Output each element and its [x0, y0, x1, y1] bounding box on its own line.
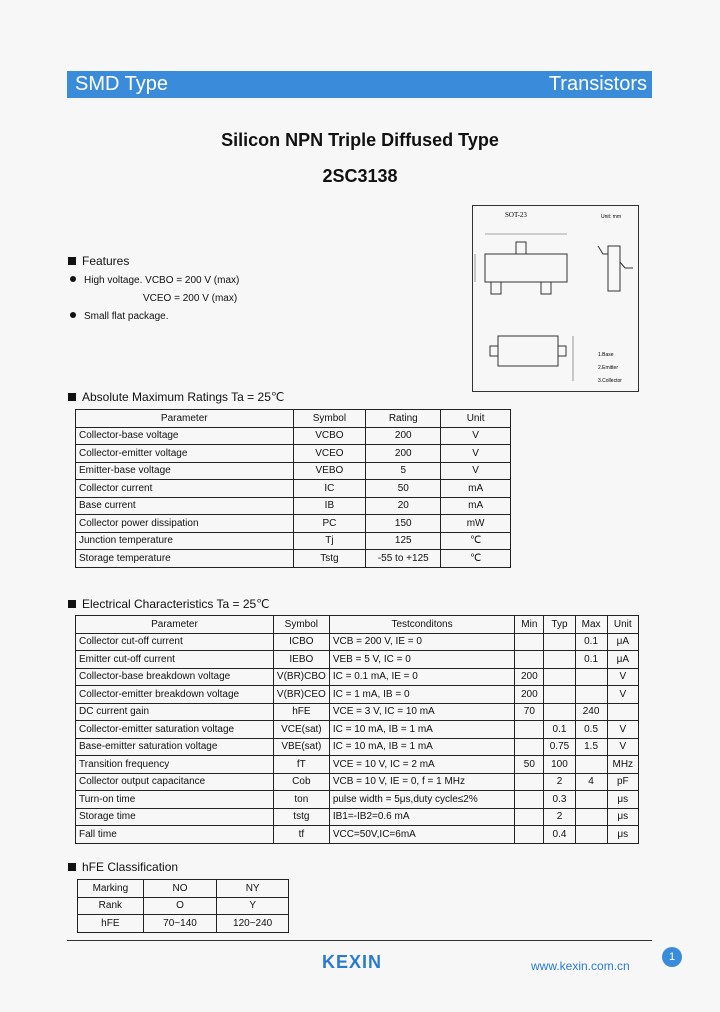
table-cell: V [607, 668, 638, 686]
table-cell: Y [217, 897, 289, 915]
table-cell: V [441, 462, 511, 480]
table-row [76, 532, 511, 550]
table-cell: Storage time [76, 808, 274, 826]
table-cell: 100 [544, 756, 575, 774]
table-cell: 0.3 [544, 791, 575, 809]
table-cell: -55 to +125 [366, 550, 441, 568]
table-cell [515, 651, 544, 669]
table-cell: Tj [293, 532, 366, 550]
table-cell: VCE(sat) [273, 721, 329, 739]
table-cell: 0.1 [575, 633, 607, 651]
table-cell: Collector output capacitance [76, 773, 274, 791]
kexin-logo: KEXIN [322, 952, 383, 972]
abs-heading: Absolute Maximum Ratings Ta = 25℃ [68, 390, 284, 404]
table-cell: 0.75 [544, 738, 575, 756]
table-cell: hFE [273, 703, 329, 721]
table-cell: V(BR)CBO [273, 668, 329, 686]
page-number: 1 [662, 947, 682, 967]
features-heading: Features [68, 254, 129, 268]
table-cell: IC [293, 480, 366, 498]
footer-url[interactable]: www.kexin.com.cn [531, 959, 630, 973]
table-row [76, 668, 639, 686]
table-cell [544, 703, 575, 721]
column-header: Min [515, 616, 544, 634]
table-cell: PC [293, 515, 366, 533]
table-cell: 200 [366, 427, 441, 445]
table-cell: Collector cut-off current [76, 633, 274, 651]
hfe-class-table [77, 879, 289, 933]
table-cell: NY [217, 880, 289, 898]
table-row [76, 651, 639, 669]
elec-char-table [75, 615, 639, 844]
table-cell: DC current gain [76, 703, 274, 721]
table-cell: Collector-base voltage [76, 427, 294, 445]
feature-item: High voltage. VCBO = 200 V (max) [70, 275, 239, 286]
table-cell: 120~240 [217, 915, 289, 933]
table-cell: mW [441, 515, 511, 533]
table-row [76, 738, 639, 756]
table-cell: V(BR)CEO [273, 686, 329, 704]
table-row [76, 445, 511, 463]
table-row [76, 773, 639, 791]
column-header: Unit [441, 410, 511, 428]
table-row [76, 756, 639, 774]
column-header: Rating [366, 410, 441, 428]
package-name: SOT-23 [505, 211, 527, 219]
table-cell: Collector-emitter breakdown voltage [76, 686, 274, 704]
table-cell: VCBO [293, 427, 366, 445]
bullet-dot-icon [70, 312, 76, 318]
table-cell: μs [607, 808, 638, 826]
table-cell: 240 [575, 703, 607, 721]
pin-label: 1.Base [598, 352, 614, 358]
table-header-row [76, 616, 639, 634]
table-cell: V [607, 721, 638, 739]
table-row [78, 897, 289, 915]
table-cell: Turn-on time [76, 791, 274, 809]
table-row [76, 721, 639, 739]
table-cell [515, 773, 544, 791]
table-cell [575, 686, 607, 704]
table-cell: VCE = 3 V, IC = 10 mA [329, 703, 514, 721]
column-header: Typ [544, 616, 575, 634]
table-cell: VCE = 10 V, IC = 2 mA [329, 756, 514, 774]
table-cell [575, 808, 607, 826]
footer-divider [67, 940, 652, 941]
table-cell: μA [607, 651, 638, 669]
table-row [76, 462, 511, 480]
table-row [76, 427, 511, 445]
package-outline-svg [473, 206, 638, 391]
table-cell: 0.1 [544, 721, 575, 739]
table-cell: 2 [544, 773, 575, 791]
table-cell: IB [293, 497, 366, 515]
table-cell [575, 668, 607, 686]
table-cell [544, 686, 575, 704]
table-cell: tf [273, 826, 329, 844]
table-row [76, 497, 511, 515]
header-right: Transistors [548, 73, 647, 95]
table-cell: Collector-emitter saturation voltage [76, 721, 274, 739]
column-header: Testconditons [329, 616, 514, 634]
table-cell [515, 633, 544, 651]
table-cell: Collector power dissipation [76, 515, 294, 533]
table-row [76, 515, 511, 533]
table-cell: 1.5 [575, 738, 607, 756]
header-banner [67, 71, 652, 98]
table-cell: 5 [366, 462, 441, 480]
table-cell: ICBO [273, 633, 329, 651]
table-cell: 50 [366, 480, 441, 498]
bullet-dot-icon [70, 276, 76, 282]
table-cell: 70~140 [143, 915, 217, 933]
bullet-square-icon [68, 257, 76, 265]
table-cell: fT [273, 756, 329, 774]
pin-label: 2.Emitter [598, 365, 619, 371]
table-cell: hFE [78, 915, 144, 933]
part-number: 2SC3138 [322, 166, 398, 186]
table-cell: Emitter-base voltage [76, 462, 294, 480]
table-cell: IB1=-IB2=0.6 mA [329, 808, 514, 826]
table-cell: ℃ [441, 550, 511, 568]
table-cell: VCB = 200 V, IE = 0 [329, 633, 514, 651]
table-row [76, 808, 639, 826]
table-cell [515, 791, 544, 809]
table-cell: 0.1 [575, 651, 607, 669]
table-cell: Transition frequency [76, 756, 274, 774]
pin-label: 3.Collector [598, 378, 622, 384]
table-cell: VEB = 5 V, IC = 0 [329, 651, 514, 669]
table-cell [515, 721, 544, 739]
table-cell: VCC=50V,IC=6mA [329, 826, 514, 844]
table-cell: MHz [607, 756, 638, 774]
table-cell: 200 [515, 686, 544, 704]
table-cell: Collector current [76, 480, 294, 498]
table-cell [544, 668, 575, 686]
table-cell: O [143, 897, 217, 915]
table-cell [515, 826, 544, 844]
header-left: SMD Type [75, 73, 168, 95]
table-cell [515, 738, 544, 756]
table-cell [575, 756, 607, 774]
column-header: Parameter [76, 616, 274, 634]
table-cell: 125 [366, 532, 441, 550]
table-cell: VCEO [293, 445, 366, 463]
table-cell: tstg [273, 808, 329, 826]
page-title: Silicon NPN Triple Diffused Type [221, 130, 499, 150]
table-cell: IC = 0.1 mA, IE = 0 [329, 668, 514, 686]
column-header: Symbol [273, 616, 329, 634]
table-row [76, 550, 511, 568]
table-cell: VEBO [293, 462, 366, 480]
table-cell: μs [607, 826, 638, 844]
table-cell: 150 [366, 515, 441, 533]
table-cell: V [441, 427, 511, 445]
table-cell: Emitter cut-off current [76, 651, 274, 669]
table-row [76, 633, 639, 651]
table-cell: 2 [544, 808, 575, 826]
table-cell: Rank [78, 897, 144, 915]
table-cell [575, 826, 607, 844]
bullet-square-icon [68, 600, 76, 608]
package-drawing [472, 205, 639, 392]
table-cell: 4 [575, 773, 607, 791]
table-cell: 70 [515, 703, 544, 721]
table-cell: 200 [515, 668, 544, 686]
table-cell: Base-emitter saturation voltage [76, 738, 274, 756]
table-cell: Tstg [293, 550, 366, 568]
table-cell: ℃ [441, 532, 511, 550]
table-cell: Cob [273, 773, 329, 791]
elec-heading: Electrical Characteristics Ta = 25℃ [68, 597, 270, 611]
table-cell [515, 808, 544, 826]
abs-ratings-table [75, 409, 511, 568]
column-header: Max [575, 616, 607, 634]
table-cell: 0.5 [575, 721, 607, 739]
table-cell: NO [143, 880, 217, 898]
table-cell: μA [607, 633, 638, 651]
table-cell: V [607, 738, 638, 756]
table-row [78, 880, 289, 898]
hfe-heading: hFE Classification [68, 860, 178, 874]
table-row [76, 703, 639, 721]
table-row [76, 826, 639, 844]
table-cell: 50 [515, 756, 544, 774]
bullet-square-icon [68, 393, 76, 401]
table-cell: μs [607, 791, 638, 809]
table-row [76, 480, 511, 498]
column-header: Unit [607, 616, 638, 634]
table-cell: IC = 10 mA, IB = 1 mA [329, 721, 514, 739]
table-cell: IC = 1 mA, IB = 0 [329, 686, 514, 704]
feature-item: VCEO = 200 V (max) [143, 293, 238, 304]
table-cell: V [441, 445, 511, 463]
table-cell: Storage temperature [76, 550, 294, 568]
table-cell: 0.4 [544, 826, 575, 844]
table-cell: mA [441, 497, 511, 515]
table-cell [544, 651, 575, 669]
table-cell: mA [441, 480, 511, 498]
table-cell: IEBO [273, 651, 329, 669]
package-unit: Unit: mm [601, 214, 621, 220]
bullet-square-icon [68, 863, 76, 871]
table-cell [575, 791, 607, 809]
table-cell: pF [607, 773, 638, 791]
table-cell: IC = 10 mA, IB = 1 mA [329, 738, 514, 756]
table-cell: Marking [78, 880, 144, 898]
table-cell: 200 [366, 445, 441, 463]
table-cell: V [607, 686, 638, 704]
table-cell: Collector-base breakdown voltage [76, 668, 274, 686]
table-cell [607, 703, 638, 721]
table-cell: Collector-emitter voltage [76, 445, 294, 463]
feature-item: Small flat package. [70, 311, 169, 322]
table-cell: pulse width = 5μs,duty cycle≤2% [329, 791, 514, 809]
table-header-row [76, 410, 511, 428]
column-header: Parameter [76, 410, 294, 428]
table-cell: Fall time [76, 826, 274, 844]
column-header: Symbol [293, 410, 366, 428]
table-cell: ton [273, 791, 329, 809]
table-cell: VBE(sat) [273, 738, 329, 756]
table-cell [544, 633, 575, 651]
table-row [76, 686, 639, 704]
table-cell: 20 [366, 497, 441, 515]
table-row [78, 915, 289, 933]
table-cell: Junction temperature [76, 532, 294, 550]
table-row [76, 791, 639, 809]
table-cell: VCB = 10 V, IE = 0, f = 1 MHz [329, 773, 514, 791]
table-cell: Base current [76, 497, 294, 515]
